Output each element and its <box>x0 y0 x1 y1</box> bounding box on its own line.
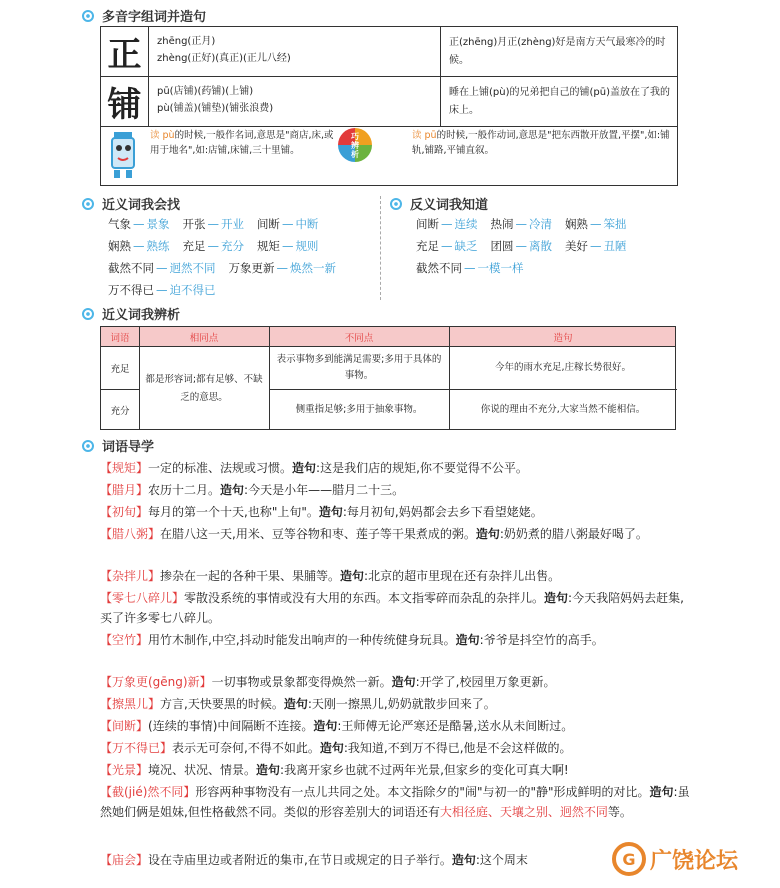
word: 截然不同 <box>108 261 154 275</box>
word: 万不得已 <box>108 283 154 297</box>
guide-entry <box>100 502 690 522</box>
guide-definition: (连续的事情)中间隔断不连接。 <box>148 719 314 733</box>
dash: — <box>133 217 145 231</box>
ring-char: 析 <box>351 149 359 159</box>
dash: — <box>281 239 294 253</box>
word: 万象更新 <box>228 261 275 275</box>
guide-entry <box>100 458 690 478</box>
ring-char: 辨 <box>351 140 359 150</box>
reading: zhèng(正好)(真正)(正儿八经) <box>157 53 291 64</box>
mascot-icon <box>104 128 142 180</box>
polyphone-row <box>101 77 677 127</box>
guide-definition: 零散没系统的事情或没有大用的东西。本文指零碎而杂乱的杂拌儿。 <box>184 591 545 605</box>
example-label: 造句 <box>318 505 343 519</box>
guide-definition: 形容两种事物没有一点儿共同之处。本文指除夕的"闹"与初一的"静"形成鲜明的对比。 <box>195 785 650 799</box>
guide-definition: 每月的第一个十天,也称"上旬"。 <box>148 505 319 519</box>
section-title-synonyms <box>82 194 180 213</box>
dash: — <box>281 217 294 231</box>
section-title-text: 近义词我辨析 <box>102 308 181 323</box>
header-cell: 不同点 <box>344 333 374 344</box>
bullet-icon <box>82 440 94 452</box>
example-label: 造句 <box>220 483 245 497</box>
guide-example: :今天我陪妈妈去赶集,买了许多零七八碎儿。 <box>100 591 684 625</box>
guide-example-highlight: 大相径庭、天壤之别、迥然不同 <box>439 805 608 819</box>
column-divider <box>380 196 381 300</box>
example-label: 造句 <box>340 569 365 583</box>
word: 充足 <box>182 239 206 253</box>
pair-word: 离散 <box>528 239 552 253</box>
guide-example: :这是我们店的规矩,你不要觉得不公平。 <box>316 461 528 475</box>
dash: — <box>156 283 168 297</box>
header-cell: 造句 <box>553 333 573 344</box>
guide-entry <box>100 716 690 736</box>
example-label: 造句 <box>256 763 281 777</box>
word: 间断 <box>416 217 439 231</box>
section-title-antonyms <box>390 194 488 213</box>
pair-word: 中断 <box>295 217 319 231</box>
guide-entry <box>100 630 690 650</box>
bullet-icon <box>390 198 402 210</box>
compare-table <box>100 326 676 430</box>
pair-word: 冷清 <box>528 217 552 231</box>
dash: — <box>207 217 219 231</box>
guide-example: :开学了,校园里万象更新。 <box>415 675 556 689</box>
dash: — <box>441 217 453 231</box>
guide-example: :虽然她们俩是姐妹,但性格截然不同。类似的形容差别大的词语还有 <box>100 785 690 819</box>
dash: — <box>133 239 145 253</box>
antonym-line <box>416 238 628 254</box>
reading: zhēng(正月) <box>157 36 216 47</box>
guide-word: 【万象更(gēng)新】 <box>100 675 212 689</box>
guide-entry <box>100 694 690 714</box>
guide-example: :北京的超市里现在还有杂拌儿出售。 <box>364 569 561 583</box>
word: 美好 <box>564 239 588 253</box>
note-key: 读 pù <box>150 130 175 141</box>
guide-definition: 用竹木制作,中空,抖动时能发出响声的一种传统健身玩具。 <box>148 633 456 647</box>
guide-entry <box>100 760 690 780</box>
dash: — <box>207 239 219 253</box>
guide-entry <box>100 566 690 586</box>
example-label: 造句 <box>544 591 569 605</box>
polyphone-table <box>100 26 678 186</box>
ring-badge-icon <box>338 128 372 162</box>
guide-entry <box>100 524 690 544</box>
dash: — <box>276 261 288 275</box>
bullet-icon <box>82 308 94 320</box>
section-title-guide <box>82 436 154 455</box>
guide-word: 【腊月】 <box>100 483 149 497</box>
note-key: 读 pū <box>412 130 437 141</box>
example-label: 造句 <box>313 719 338 733</box>
guide-example: :每月初旬,妈妈都会去乡下看望姥姥。 <box>342 505 543 519</box>
synonym-line <box>108 216 320 232</box>
diff-cell: 表示事物多到能满足需要;多用于具体的事物。 <box>276 354 442 381</box>
example-label: 造句 <box>319 741 344 755</box>
guide-word: 【庙会】 <box>100 853 149 867</box>
synonym-line <box>108 282 218 298</box>
guide-definition: 掺杂在一起的各种干果、果脯等。 <box>160 569 341 583</box>
pair-word: 一模一样 <box>477 261 524 275</box>
example-label: 造句 <box>475 527 500 541</box>
guide-entry <box>100 782 690 822</box>
note-text: 的时候,一般作名词,意思是"商店,床,或用于地名",如:店铺,床铺,三十里铺。 <box>150 130 334 156</box>
pair-word: 连续 <box>454 217 478 231</box>
pair-word: 景象 <box>146 217 170 231</box>
guide-example: :这个周末 <box>475 853 528 867</box>
guide-entry <box>100 588 690 628</box>
dash: — <box>515 217 527 231</box>
guide-definition: 境况、状况、情景。 <box>148 763 257 777</box>
guide-definition: 在腊八这一天,用米、豆等谷物和枣、莲子等干果煮成的粥。 <box>160 527 476 541</box>
guide-definition: 一切事物或景象都变得焕然一新。 <box>211 675 392 689</box>
pair-word: 充分 <box>220 239 244 253</box>
ring-char: 巧 <box>351 131 359 141</box>
synonym-line <box>108 238 320 254</box>
dash: — <box>156 261 168 275</box>
polyphone-char: 铺 <box>101 77 149 126</box>
word: 娴熟 <box>564 217 588 231</box>
guide-word: 【空竹】 <box>100 633 149 647</box>
word: 气象 <box>108 217 131 231</box>
dash: — <box>464 261 476 275</box>
example-label: 造句 <box>292 461 317 475</box>
pair-word: 迥然不同 <box>169 261 216 275</box>
word-cell: 充分 <box>110 406 130 417</box>
word: 团圆 <box>490 239 514 253</box>
bullet-icon <box>82 198 94 210</box>
section-title-text: 近义词我会找 <box>102 198 181 213</box>
word-cell: 充足 <box>110 364 130 375</box>
polyphone-sentence: 睡在上铺(pù)的兄弟把自己的铺(pū)盖放在了我的床上。 <box>449 86 670 116</box>
example-label: 造句 <box>391 675 416 689</box>
guide-entry <box>100 672 690 692</box>
guide-example: :我离开家乡也就不过两年光景,但家乡的变化可真大啊! <box>280 763 569 777</box>
guide-word: 【零七八碎儿】 <box>100 591 185 605</box>
polyphone-sentence: 正(zhēng)月正(zhèng)好是南方天气最寒冷的时候。 <box>449 36 666 66</box>
section-title-text: 词语导学 <box>102 440 155 455</box>
guide-entry <box>100 738 690 758</box>
guide-entry <box>100 480 690 500</box>
pair-word: 笨拙 <box>603 217 627 231</box>
antonym-line <box>416 260 526 276</box>
section-title-compare <box>82 304 180 323</box>
guide-example: :爷爷是抖空竹的高手。 <box>479 633 604 647</box>
pair-word: 开业 <box>220 217 244 231</box>
word: 间断 <box>256 217 280 231</box>
word: 开张 <box>182 217 206 231</box>
pair-word: 规则 <box>295 239 319 253</box>
synonym-line <box>108 260 338 276</box>
example-label: 造句 <box>451 853 476 867</box>
dash: — <box>589 239 602 253</box>
word: 娴熟 <box>108 239 131 253</box>
guide-entry <box>100 850 690 870</box>
example-label: 造句 <box>283 697 308 711</box>
guide-example: :王师傅无论严寒还是酷暑,送水从未间断过。 <box>337 719 574 733</box>
reading: pū(店铺)(药铺)(上铺) <box>157 86 254 97</box>
pair-word: 熟练 <box>146 239 170 253</box>
guide-word: 【擦黑儿】 <box>100 697 161 711</box>
pair-word: 焕然一新 <box>289 261 336 275</box>
guide-word: 【万不得已】 <box>100 741 173 755</box>
dash: — <box>515 239 527 253</box>
polyphone-readings <box>149 27 441 76</box>
same-cell: 都是形容词;都有足够、不缺乏的意思。 <box>145 374 263 403</box>
bullet-icon <box>82 10 94 22</box>
polyphone-char: 正 <box>101 27 149 76</box>
guide-definition: 设在寺庙里边或者附近的集市,在节日或规定的日子举行。 <box>148 853 452 867</box>
dash: — <box>589 217 602 231</box>
example-cell: 今年的雨水充足,庄稼长势很好。 <box>494 362 632 373</box>
guide-example-tail: 等。 <box>607 805 632 819</box>
pair-word: 迫不得已 <box>169 283 216 297</box>
note-text: 的时候,一般作动词,意思是"把东西散开放置,平摆",如:铺轨,铺路,平铺直叙。 <box>412 130 670 156</box>
guide-definition: 农历十二月。 <box>148 483 221 497</box>
guide-example: :奶奶煮的腊八粥最好喝了。 <box>499 527 648 541</box>
reading: pù(铺盖)(铺垫)(铺张浪费) <box>157 103 274 114</box>
guide-word: 【初旬】 <box>100 505 149 519</box>
guide-example: :我知道,不到万不得已,他是不会这样做的。 <box>343 741 572 755</box>
word: 热闹 <box>490 217 514 231</box>
example-label: 造句 <box>455 633 480 647</box>
guide-word: 【光景】 <box>100 763 149 777</box>
guide-word: 【规矩】 <box>100 461 149 475</box>
logo-text: 广饶论坛 <box>650 848 739 874</box>
example-cell: 你说的理由不充分,大家当然不能相信。 <box>480 404 646 415</box>
guide-example: :天刚一擦黑儿,奶奶就散步回来了。 <box>307 697 496 711</box>
guide-definition: 表示无可奈何,不得不如此。 <box>172 741 320 755</box>
logo-mark-icon: G <box>612 842 646 876</box>
guide-word: 【杂拌儿】 <box>100 569 161 583</box>
header-cell: 相同点 <box>189 333 219 344</box>
header-cell: 词语 <box>110 333 130 344</box>
guide-word: 【截(jié)然不同】 <box>100 785 196 799</box>
polyphone-row <box>101 27 677 77</box>
guide-definition: 方言,天快要黑的时候。 <box>160 697 284 711</box>
section-title-polyphone <box>82 6 206 25</box>
polyphone-note-right <box>412 128 672 158</box>
diff-cell: 侧重指足够;多用于抽象事物。 <box>295 404 423 415</box>
word: 充足 <box>416 239 439 253</box>
word: 截然不同 <box>416 261 462 275</box>
guide-word: 【腊八粥】 <box>100 527 161 541</box>
site-logo <box>612 842 738 876</box>
polyphone-readings <box>149 77 441 126</box>
guide-word: 【间断】 <box>100 719 149 733</box>
section-title-text: 反义词我知道 <box>410 198 489 213</box>
word: 规矩 <box>256 239 280 253</box>
polyphone-note-left <box>150 128 336 158</box>
pair-word: 丑陋 <box>603 239 627 253</box>
section-title-text: 多音字组词并造句 <box>102 10 207 25</box>
example-label: 造句 <box>649 785 674 799</box>
guide-definition: 一定的标准、法规或习惯。 <box>148 461 293 475</box>
pair-word: 缺乏 <box>454 239 478 253</box>
guide-example: :今天是小年——腊月二十三。 <box>244 483 405 497</box>
antonym-line <box>416 216 628 232</box>
dash: — <box>441 239 453 253</box>
